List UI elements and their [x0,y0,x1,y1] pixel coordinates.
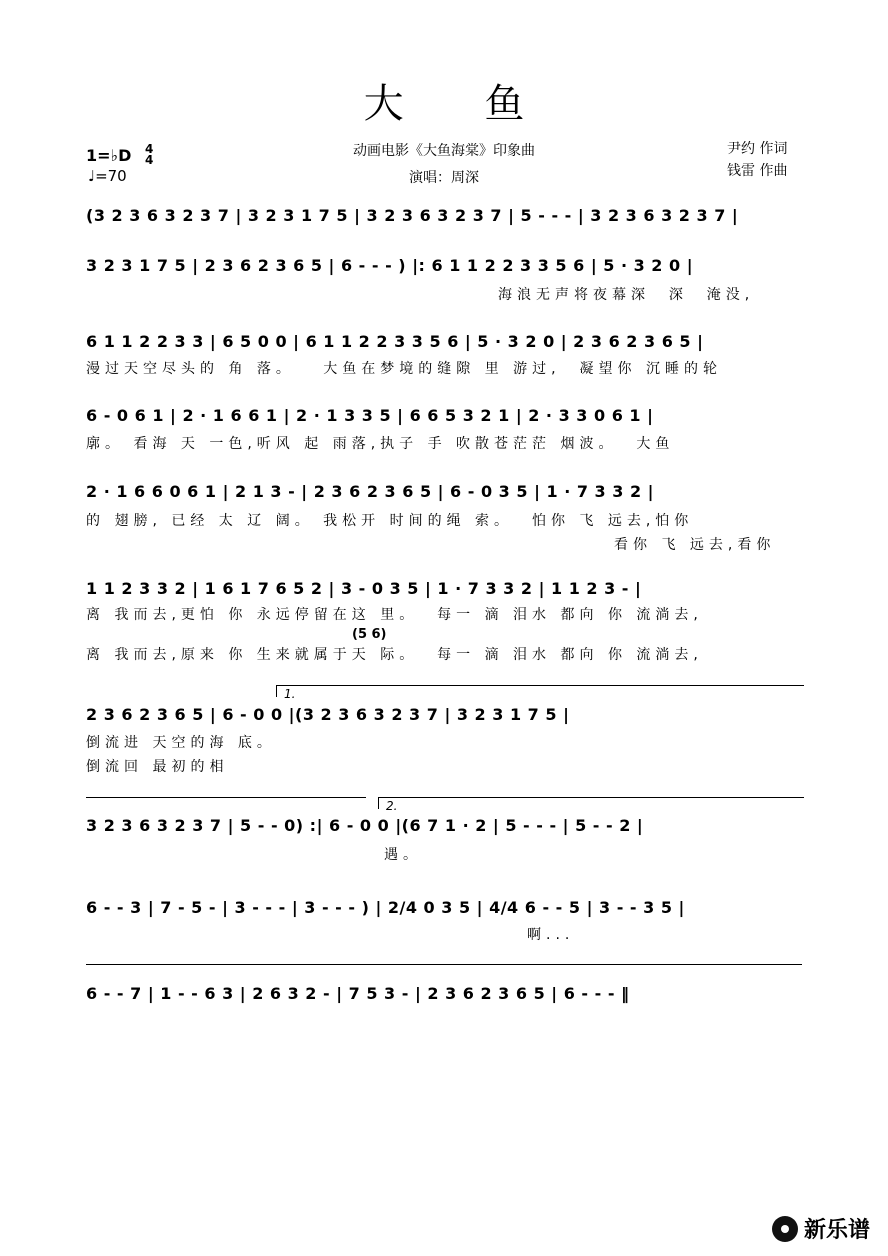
lyric-line-8: 遇。 [384,847,422,863]
lyric-line-6a: 离 我而去,更怕 你 永远停留在这 里。 每一 滴 泪水 都向 你 流淌去, [86,607,703,623]
volta-2-hook [378,797,379,809]
volta-1-label: 1. [284,687,296,701]
lyric-line-2: 海浪无声将夜幕深 深 淹没, [498,287,755,303]
lyric-line-6b: 离 我而去,原来 你 生来就属于天 际。 每一 滴 泪水 都向 你 流淌去, [86,647,703,663]
score-line-5: 2 · 1 6 6 0 6 1 | 2 1 3 - | 2 3 6 2 3 6 5 | 6 - 0 3 5 | 1 · 7 3 3 2 | [86,482,654,501]
lyric-line-3: 漫过天空尽头的 角 落。 大鱼在梦境的缝隙 里 游过, 凝望你 沉睡的轮 [86,361,722,377]
score-line-2: 3 2 3 1 7 5 | 2 3 6 2 3 6 5 | 6 - - - ) |: 6 1 1 2 2 3 3 5 6 | 5 · 3 2 0 | [86,256,694,275]
score-line-3: 6 1 1 2 2 3 3 | 6 5 0 0 | 6 1 1 2 2 3 3 5 6 | 5 · 3 2 0 | 2 3 6 2 3 6 5 | [86,332,704,351]
volta-2-label: 2. [386,799,398,813]
subtitle: 动画电影《大鱼海棠》印象曲 [353,143,535,159]
score-line-6: 1 1 2 3 3 2 | 1 6 1 7 6 5 2 | 3 - 0 3 5 | 1 · 7 3 3 2 | 1 1 2 3 - | [86,579,642,598]
key-signature: 1=♭D [86,146,132,165]
time-signature [145,144,153,166]
score-line-10: 6 - - 7 | 1 - - 6 3 | 2 6 3 2 - | 7 5 3 - | 2 3 6 2 3 6 5 | 6 - - - ‖ [86,984,630,1003]
variant-notes: (5 6) [352,627,387,642]
logo-text: 新乐谱 [803,1218,870,1243]
lyricist: 尹约 作词 [727,141,788,157]
record-disc-icon [772,1216,798,1242]
composer: 钱雷 作曲 [727,163,788,179]
volta-1-hook [276,685,277,697]
lyric-line-9: 啊... [527,927,575,943]
time-signature-top: 4 [145,142,154,156]
volta-1-bracket [276,685,804,686]
score-line-7: 2 3 6 2 3 6 5 | 6 - 0 0 |(3 2 3 6 3 2 3 7 | 3 2 3 1 7 5 | [86,705,570,724]
score-line-1: (3 2 3 6 3 2 3 7 | 3 2 3 1 7 5 | 3 2 3 6 3 2 3 7 | 5 - - - | 3 2 3 6 3 2 3 7 | [86,206,739,225]
performer: 演唱：周深 [409,170,479,186]
score-line-8: 3 2 3 6 3 2 3 7 | 5 - - 0) :| 6 - 0 0 |(6 7 1 · 2 | 5 - - - | 5 - - 2 | [86,816,644,835]
lyric-line-7b: 倒流回 最初的相 [86,759,229,775]
volta-2-bracket [378,797,804,798]
lyric-line-5b: 看你 飞 远去,看你 [614,537,776,553]
tempo-marking: ♩=70 [88,167,127,185]
lyric-line-5a: 的 翅膀, 已经 太 辽 阔。 我松开 时间的绳 索。 怕你 飞 远去,怕你 [86,513,694,529]
site-logo [772,1213,870,1244]
song-title: 大 鱼 [363,81,559,127]
lyric-line-7a: 倒流进 天空的海 底。 [86,735,276,751]
volta-1-continuation [86,797,366,798]
score-line-9: 6 - - 3 | 7 - 5 - | 3 - - - | 3 - - - ) | 2/4 0 3 5 | 4/4 6 - - 5 | 3 - - 3 5 | [86,898,685,917]
coda-bracket [86,964,802,965]
time-signature-bottom: 4 [145,153,154,167]
score-line-4: 6 - 0 6 1 | 2 · 1 6 6 1 | 2 · 1 3 3 5 | 6 6 5 3 2 1 | 2 · 3 3 0 6 1 | [86,406,654,425]
lyric-line-4: 廓。 看海 天 一色,听风 起 雨落,执子 手 吹散苍茫茫 烟波。 大鱼 [86,436,675,452]
